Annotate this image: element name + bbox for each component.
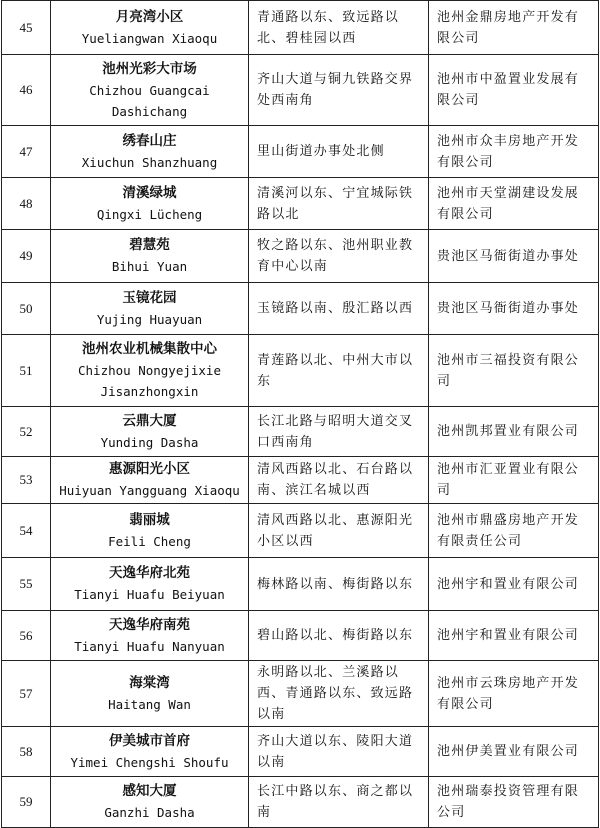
location-cell: 青莲路以北、中州大市以东 [249,335,429,407]
place-name-pinyin: Tianyi Huafu Beiyuan [74,587,225,602]
table-row [2,283,599,335]
place-name-chinese: 玉镜花园 [122,289,177,306]
place-name-pinyin: Bihui Yuan [111,259,188,274]
developer-cell: 池州市云珠房地产开发有限公司 [429,661,599,727]
place-name-chinese: 清溪绿城 [122,184,177,201]
place-name-pinyin: Yimei Chengshi Shoufu [70,754,229,770]
place-name-cell [51,661,249,727]
row-number: 57 [2,661,51,727]
place-name-pinyin: Haitang Wan [108,696,191,712]
table-row [2,407,599,457]
table-row [2,611,599,661]
row-number: 56 [2,611,51,661]
place-name-cell [51,727,249,777]
place-name-pinyin: Chizhou Nongyejixie Jisanzhongxin [78,363,221,399]
row-number: 59 [2,777,51,828]
place-name-pinyin: Huiyuan Yangguang Xiaoqu [59,483,240,498]
place-name-cell [51,230,249,283]
place-name-cell [51,1,249,55]
location-cell: 长江中路以东、商之都以南 [249,777,429,828]
developer-cell: 贵池区马衙街道办事处 [429,283,599,335]
place-name-chinese: 绣春山庄 [122,132,177,149]
location-cell: 永明路以北、兰溪路以西、青通路以东、致远路以南 [249,661,429,727]
table-row [2,504,599,558]
place-name-cell [51,504,249,558]
place-name-pinyin: Tianyi Huafu Nanyuan [74,638,225,654]
table-row [2,335,599,407]
location-cell: 齐山大道与铜九铁路交界处西南角 [249,55,429,126]
developer-cell: 池州宇和置业有限公司 [429,611,599,661]
row-number: 47 [2,126,51,178]
developer-cell: 池州瑞泰投资管理有限公司 [429,777,599,828]
place-name-cell [51,335,249,407]
table-row [2,727,599,777]
place-name-pinyin: Feili Cheng [108,533,191,549]
place-name-cell [51,457,249,504]
place-name-chinese: 月亮湾小区 [115,8,184,25]
location-cell: 长江北路与昭明大道交叉口西南角 [249,407,429,457]
table-row [2,661,599,727]
developer-cell: 池州市中盈置业发展有限公司 [429,55,599,126]
place-name-cell [51,777,249,828]
location-cell: 清溪河以东、宁宜城际铁路以北 [249,178,429,230]
row-number: 46 [2,55,51,126]
place-name-chinese: 翡丽城 [129,511,170,528]
location-cell: 牧之路以东、池州职业教育中心以南 [249,230,429,283]
place-name-pinyin: Yueliangwan Xiaoqu [81,30,218,46]
place-name-cell [51,178,249,230]
location-cell: 清风西路以北、惠源阳光小区以西 [249,504,429,558]
place-name-pinyin: Qingxi Lücheng [96,206,203,222]
place-name-pinyin: Chizhou Guangcai Dashichang [89,82,210,119]
table-row [2,230,599,283]
developer-cell: 池州凯邦置业有限公司 [429,407,599,457]
place-name-cell [51,55,249,126]
developer-cell: 池州伊美置业有限公司 [429,727,599,777]
developer-cell: 池州市汇亚置业有限公司 [429,457,599,504]
location-cell: 青通路以东、致远路以北、碧桂园以西 [249,1,429,55]
place-name-cell [51,126,249,178]
location-cell: 齐山大道以东、陵阳大道以南 [249,727,429,777]
place-name-chinese: 感知大厦 [122,783,177,799]
table-row [2,777,599,828]
row-number: 58 [2,727,51,777]
row-number: 49 [2,230,51,283]
developer-cell: 池州金鼎房地产开发有限公司 [429,1,599,55]
place-name-chinese: 天逸华府南苑 [109,616,190,633]
place-name-chinese: 碧慧苑 [129,237,170,253]
place-name-pinyin: Xiuchun Shanzhuang [81,154,218,170]
developer-cell: 池州市三福投资有限公司 [429,335,599,407]
developer-cell: 贵池区马衙街道办事处 [429,230,599,283]
location-cell: 里山街道办事处北侧 [249,126,429,178]
developer-cell: 池州市众丰房地产开发有限公司 [429,126,599,178]
row-number: 50 [2,283,51,335]
table-row [2,178,599,230]
place-name-chinese: 池州光彩大市场 [102,60,197,77]
place-name-chinese: 伊美城市首府 [109,732,190,749]
location-cell: 玉镜路以南、殷汇路以西 [249,283,429,335]
place-name-table [1,0,599,828]
row-number: 52 [2,407,51,457]
row-number: 55 [2,558,51,611]
place-name-chinese: 惠源阳光小区 [109,461,190,477]
developer-cell: 池州市天堂湖建设发展有限公司 [429,178,599,230]
place-name-cell [51,558,249,611]
place-name-chinese: 池州农业机械集散中心 [82,341,217,357]
place-name-cell [51,283,249,335]
place-name-chinese: 云鼎大厦 [122,412,177,429]
place-name-pinyin: Yujing Huayuan [96,311,203,327]
place-name-chinese: 海棠湾 [129,674,170,691]
row-number: 53 [2,457,51,504]
place-name-pinyin: Ganzhi Dasha [104,805,195,820]
place-name-pinyin: Yunding Dasha [100,434,199,450]
location-cell: 梅林路以南、梅街路以东 [249,558,429,611]
place-name-chinese: 天逸华府北苑 [109,565,190,581]
row-number: 51 [2,335,51,407]
location-cell: 清风西路以北、石台路以南、滨江名城以西 [249,457,429,504]
row-number: 45 [2,1,51,55]
table-row [2,55,599,126]
table-row [2,558,599,611]
row-number: 48 [2,178,51,230]
table-row [2,1,599,55]
location-cell: 碧山路以北、梅街路以东 [249,611,429,661]
developer-cell: 池州宇和置业有限公司 [429,558,599,611]
row-number: 54 [2,504,51,558]
place-name-cell [51,407,249,457]
table-row [2,457,599,504]
developer-cell: 池州市鼎盛房地产开发有限责任公司 [429,504,599,558]
place-name-cell [51,611,249,661]
table-row [2,126,599,178]
